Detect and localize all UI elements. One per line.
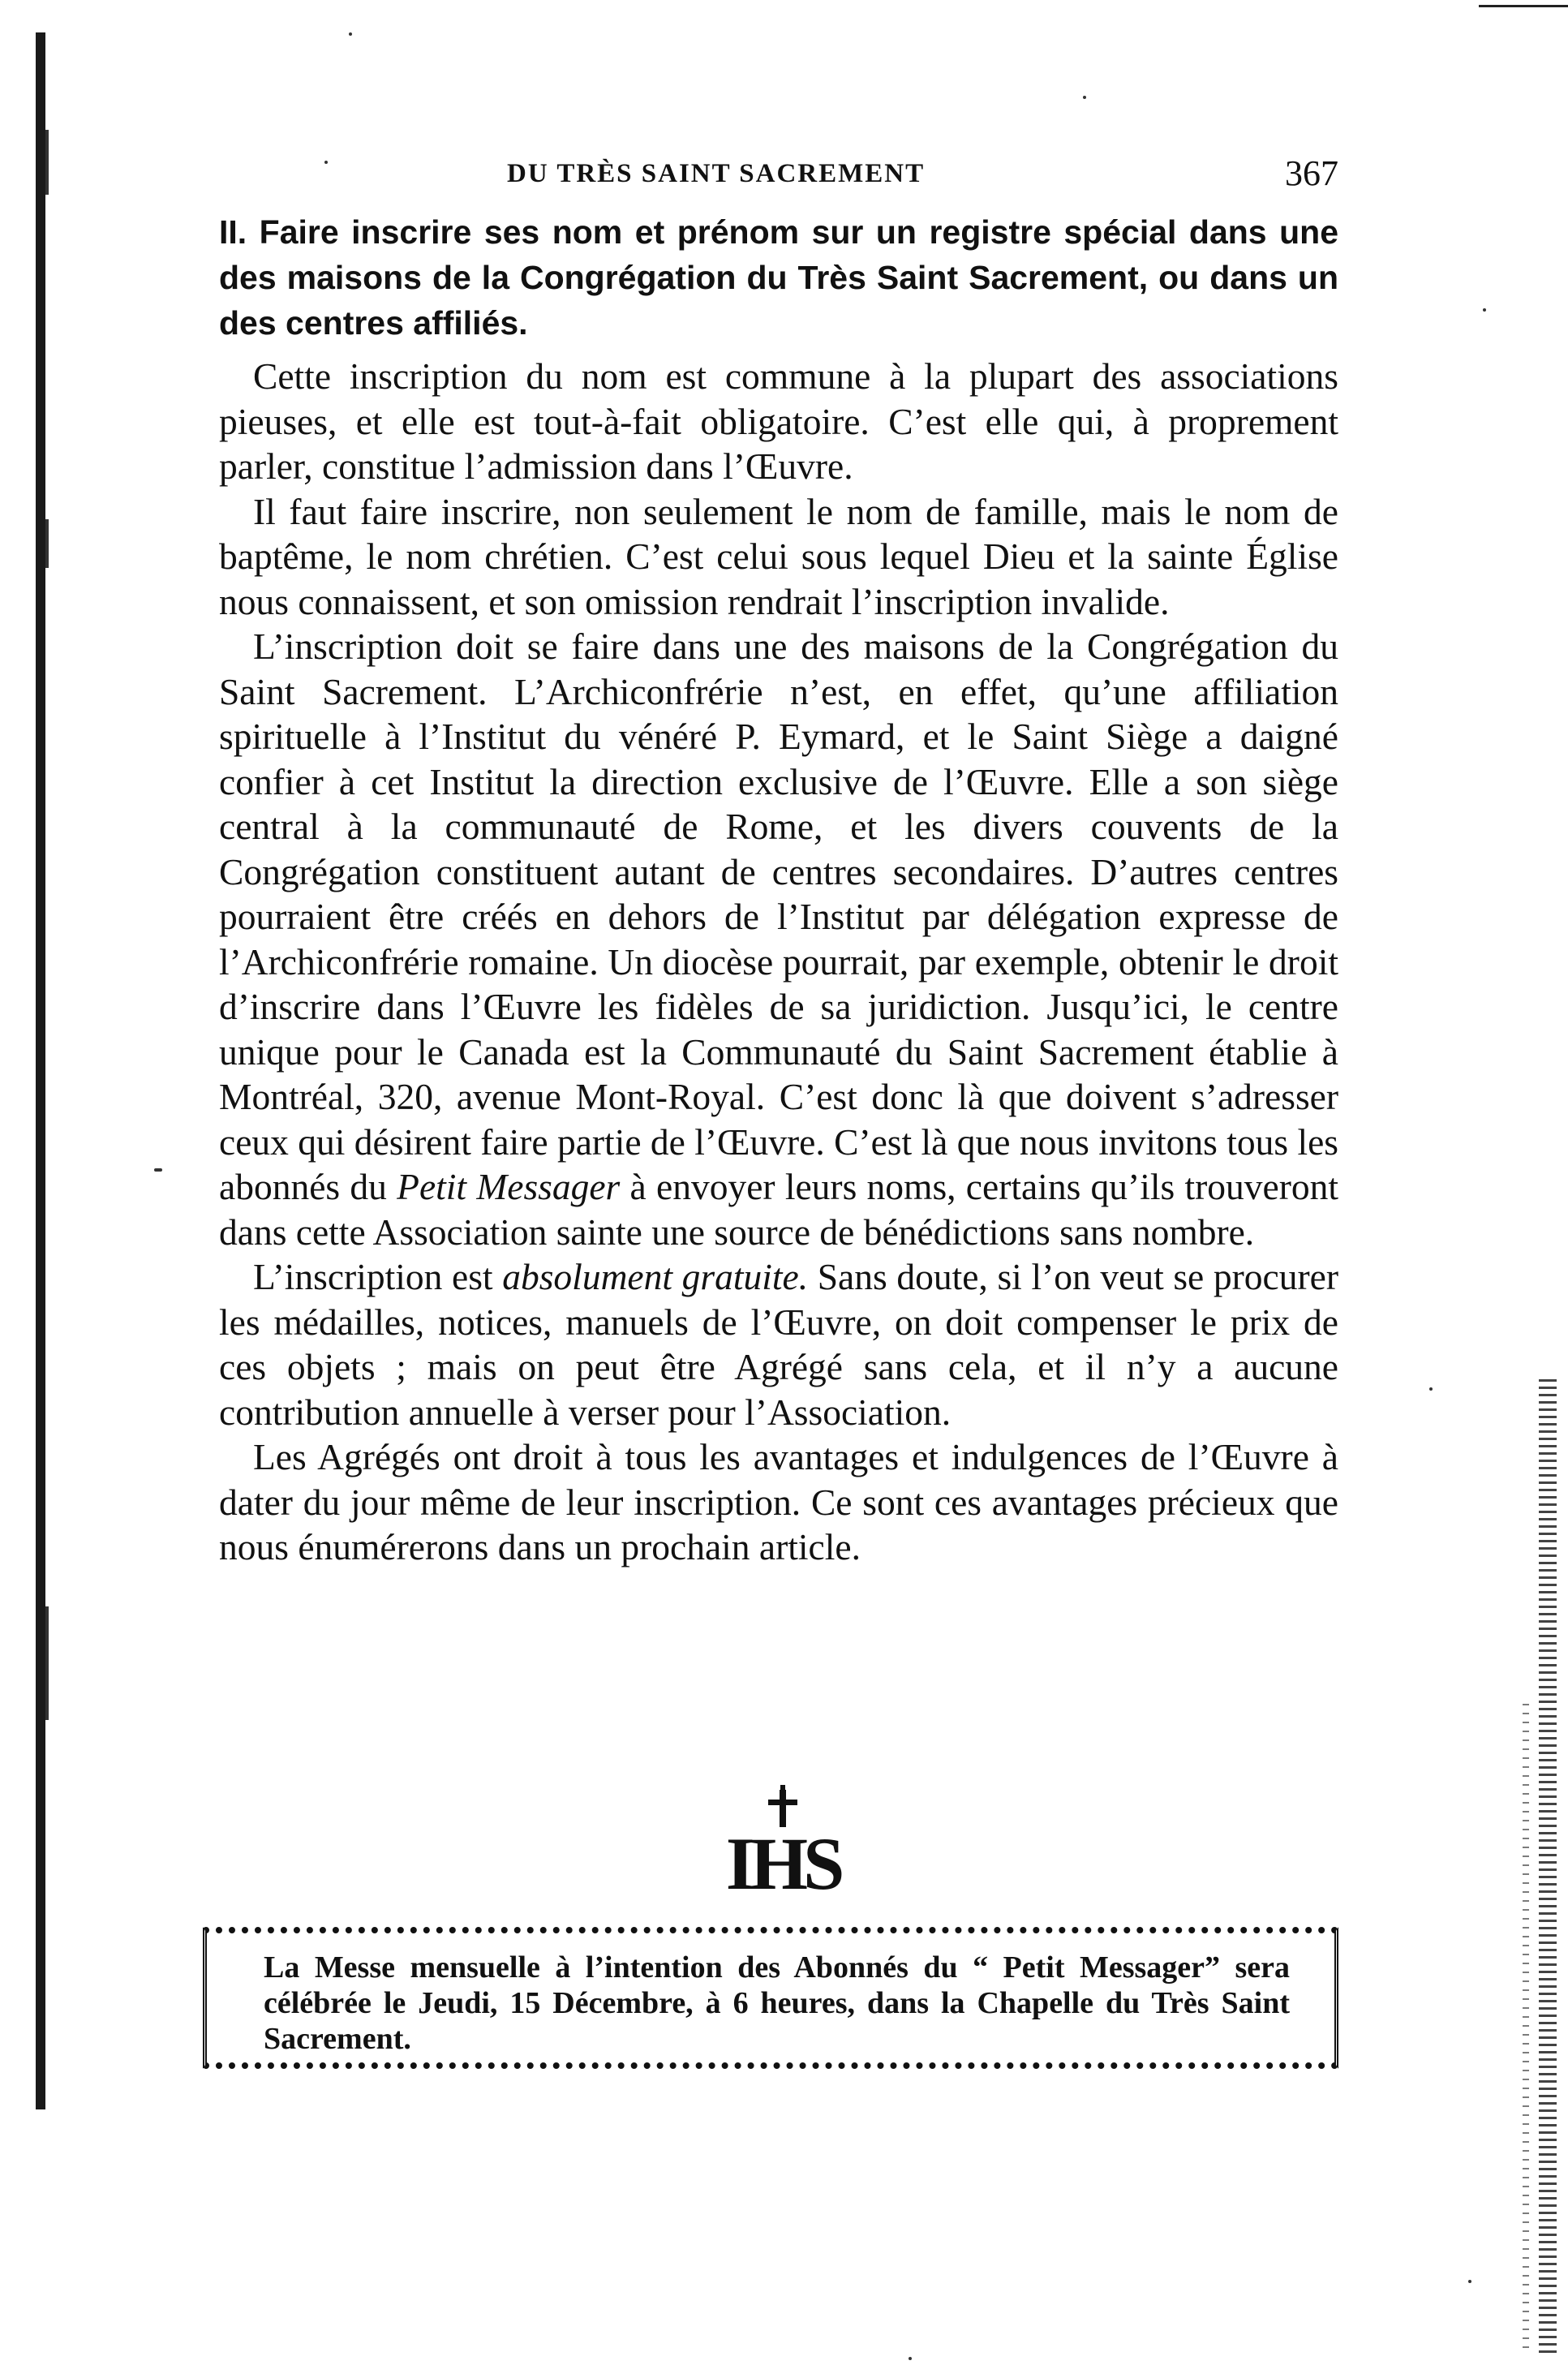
paragraph-text: Il faut faire inscrire, non seulement le nom de famille, mais le nom de baptême, le nom chrétien. C’est celui sous lequel Dieu et la sainte Église nous connaissent, et son omission rendrait l’inscription invalide. bbox=[219, 490, 1338, 622]
paragraph-4 bbox=[219, 1254, 1338, 1434]
running-head-title: DU TRÈS SAINT SACREMENT bbox=[507, 159, 926, 188]
scan-speck bbox=[909, 2357, 912, 2360]
paragraph-2 bbox=[219, 489, 1338, 625]
paragraph-5 bbox=[219, 1434, 1338, 1570]
mass-notice-text: La Messe mensuelle à l’intention des Abonnés du “ Petit Messager” sera célébrée le Jeudi, 15 Décembre, à 6 heures, dans la Chapelle du Très Saint Sacrement. bbox=[264, 1950, 1290, 2056]
paragraph-text-continued: Sans doute, si l’on veut se procurer les médailles, notices, manuels de l’Œuvre, on doit compenser le prix de ces objets ; mais on peut être Agrégé sans cela, et il n’y a aucune contribution annuelle à verser pour l’Association. bbox=[219, 1256, 1338, 1433]
mass-notice-box bbox=[203, 1927, 1338, 2069]
paragraph-3 bbox=[219, 624, 1338, 1254]
page-number: 367 bbox=[1285, 153, 1338, 193]
scan-speck bbox=[1483, 308, 1486, 312]
paragraph-text: L’inscription doit se faire dans une des maisons de la Congrégation du Saint Sacrement. L’Archiconfrérie n’est, en effet, qu’une affiliation spirituelle à l’Institut du vénéré P. Eymard, et le Saint Siège a daigné confier à cet Institut la direction exclusive de l’Œuvre. Elle a son siège central à la communauté de Rome, et les divers couvents de la Congrégation constituent autant de centres secondaires. D’autres centres pourraient être créés en dehors de l’Institut par délégation expresse de l’Archiconfrérie romaine. Un diocèse pourrait, par exemple, obtenir le droit d’inscrire dans l’Œuvre les fidèles de sa juridiction. Jusqu’ici, le centre unique pour le Canada est la Communauté du Saint Sacrement établie à Montréal, 320, avenue Mont-Royal. C’est donc là que doivent s’adresser ceux qui désirent faire partie de l’Œuvre. C’est là que nous invitons tous les abonnés du bbox=[219, 626, 1338, 1207]
paragraph-text-continued: à envoyer leurs noms, certains qu’ils trouveront dans cette Association sainte une source de bénédictions sans nombre. bbox=[219, 1166, 1339, 1253]
scan-edge-right-inner bbox=[1523, 1704, 1529, 2353]
paragraph-1 bbox=[219, 354, 1338, 489]
scan-edge-right bbox=[1539, 1379, 1557, 2353]
running-head bbox=[219, 153, 1338, 200]
scan-edge-fragment bbox=[45, 130, 49, 195]
italic-title: Petit Messager bbox=[397, 1166, 621, 1207]
scan-speck bbox=[154, 1168, 162, 1172]
scan-edge-fragment bbox=[45, 1606, 49, 1720]
paragraph-text: Les Agrégés ont droit à tous les avantages et indulgences de l’Œuvre à dater du jour même de leur inscription. Ce sont ces avantages précieux que nous énumérerons dans un prochain article. bbox=[219, 1436, 1338, 1567]
paragraph-text: Cette inscription du nom est commune à la plupart des associations pieuses, et elle est tout-à-fait obligatoire. C’est elle qui, à proprement parler, constitue l’admission dans l’Œuvre. bbox=[219, 355, 1338, 487]
scan-speck bbox=[1429, 1387, 1433, 1391]
scan-speck bbox=[1083, 96, 1086, 99]
paragraph-text: L’inscription est bbox=[253, 1256, 493, 1297]
svg-text:IHS: IHS bbox=[725, 1822, 840, 1894]
scan-edge-top bbox=[1479, 5, 1568, 7]
article-body bbox=[219, 354, 1338, 1570]
ihs-monogram-icon bbox=[702, 1785, 864, 1894]
scan-speck bbox=[1468, 2280, 1471, 2283]
scan-edge-fragment bbox=[45, 519, 49, 568]
italic-emphasis: absolument gratuite. bbox=[502, 1256, 809, 1297]
section-heading: II. Faire inscrire ses nom et prénom sur un registre spécial dans une des maisons de la Congrégation du Très Saint Sacrement, ou dans un des centres affiliés. bbox=[219, 213, 1338, 342]
scan-speck bbox=[349, 32, 352, 36]
scan-edge-left bbox=[36, 32, 45, 2109]
